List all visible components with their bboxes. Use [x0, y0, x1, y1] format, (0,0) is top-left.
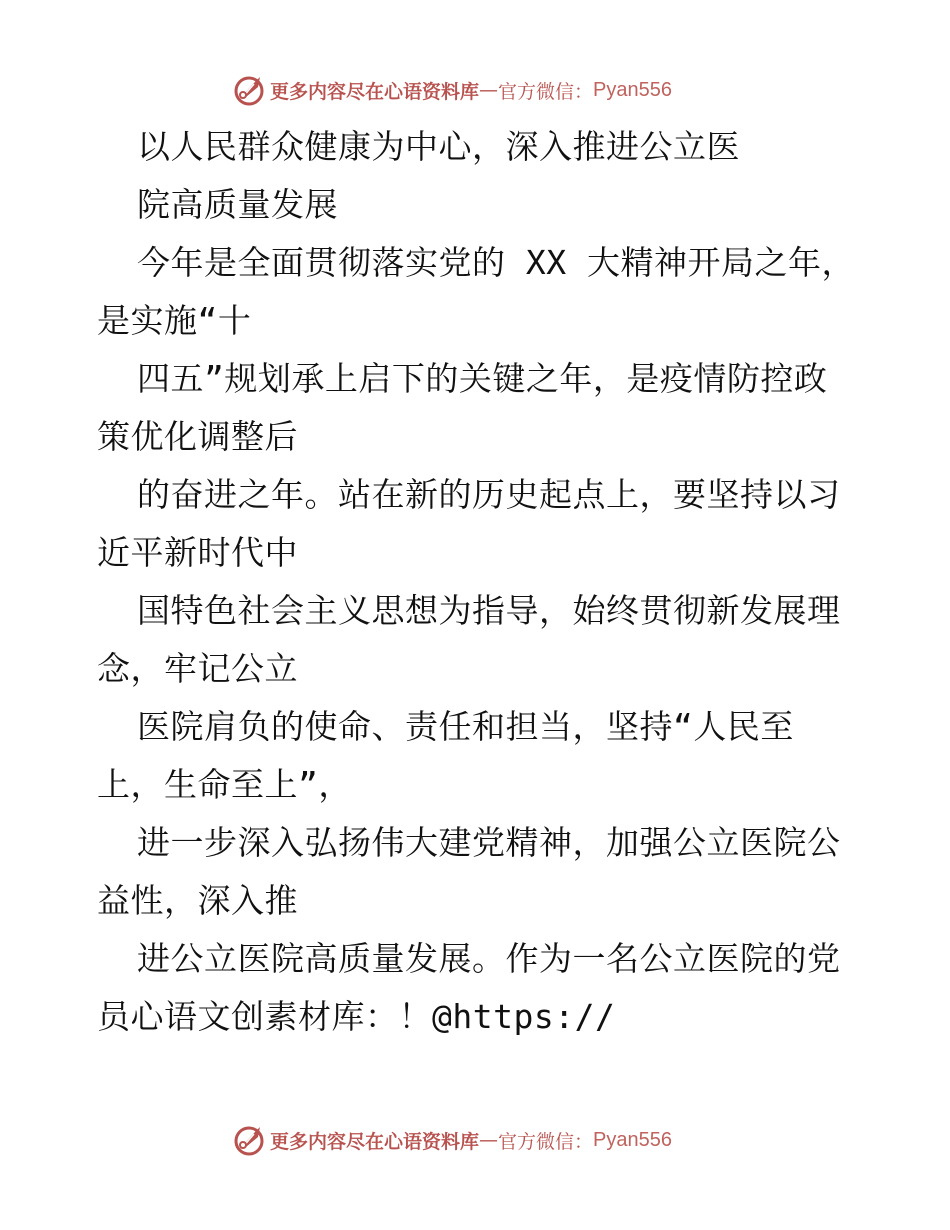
text-line: 院高质量发展 [137, 185, 338, 224]
text-line: 策优化调整后 [97, 417, 298, 456]
text-line: 今年是全面贯彻落实党的 XX 大精神开局之年， [137, 243, 855, 282]
quill-pen-logo-icon [232, 73, 266, 107]
header-wechat-id: Pyan556 [593, 78, 672, 101]
footer-wechat-label: 官方微信： [498, 1130, 594, 1153]
text-line: 员心语文创素材库：！@https:// [97, 997, 616, 1036]
text-line: 进一步深入弘扬伟大建党精神，加强公立医院公 [137, 823, 841, 862]
text-line: 以人民群众健康为中心，深入推进公立医 [137, 127, 740, 166]
text-line: 益性，深入推 [97, 881, 298, 920]
text-line: 国特色社会主义思想为指导，始终贯彻新发展理 [137, 591, 841, 630]
header-wechat-label: 官方微信： [498, 80, 594, 103]
text-line: 念，牢记公立 [97, 649, 298, 688]
footer-wechat-id: Pyan556 [593, 1128, 672, 1151]
text-line: 的奋进之年。站在新的历史起点上，要坚持以习 [137, 475, 841, 514]
quill-pen-logo-icon [232, 1123, 266, 1157]
text-line: 医院肩负的使命、责任和担当，坚持“人民至 [137, 707, 794, 746]
text-line: 上，生命至上”， [97, 765, 352, 804]
text-line: 近平新时代中 [97, 533, 298, 572]
header-banner [232, 70, 672, 110]
text-line: 四五”规划承上启下的关键之年，是疫情防控政 [137, 359, 828, 398]
footer-site-name: 更多内容尽在心语资料库 [270, 1130, 480, 1153]
header-site-name: 更多内容尽在心语资料库 [270, 80, 480, 103]
footer-dash: — [479, 1129, 499, 1151]
document-body [97, 118, 867, 1046]
text-line: 进公立医院高质量发展。作为一名公立医院的党 [137, 939, 841, 978]
header-dash: — [479, 79, 499, 101]
footer-banner [232, 1120, 672, 1160]
text-line: 是实施“十 [97, 301, 252, 340]
